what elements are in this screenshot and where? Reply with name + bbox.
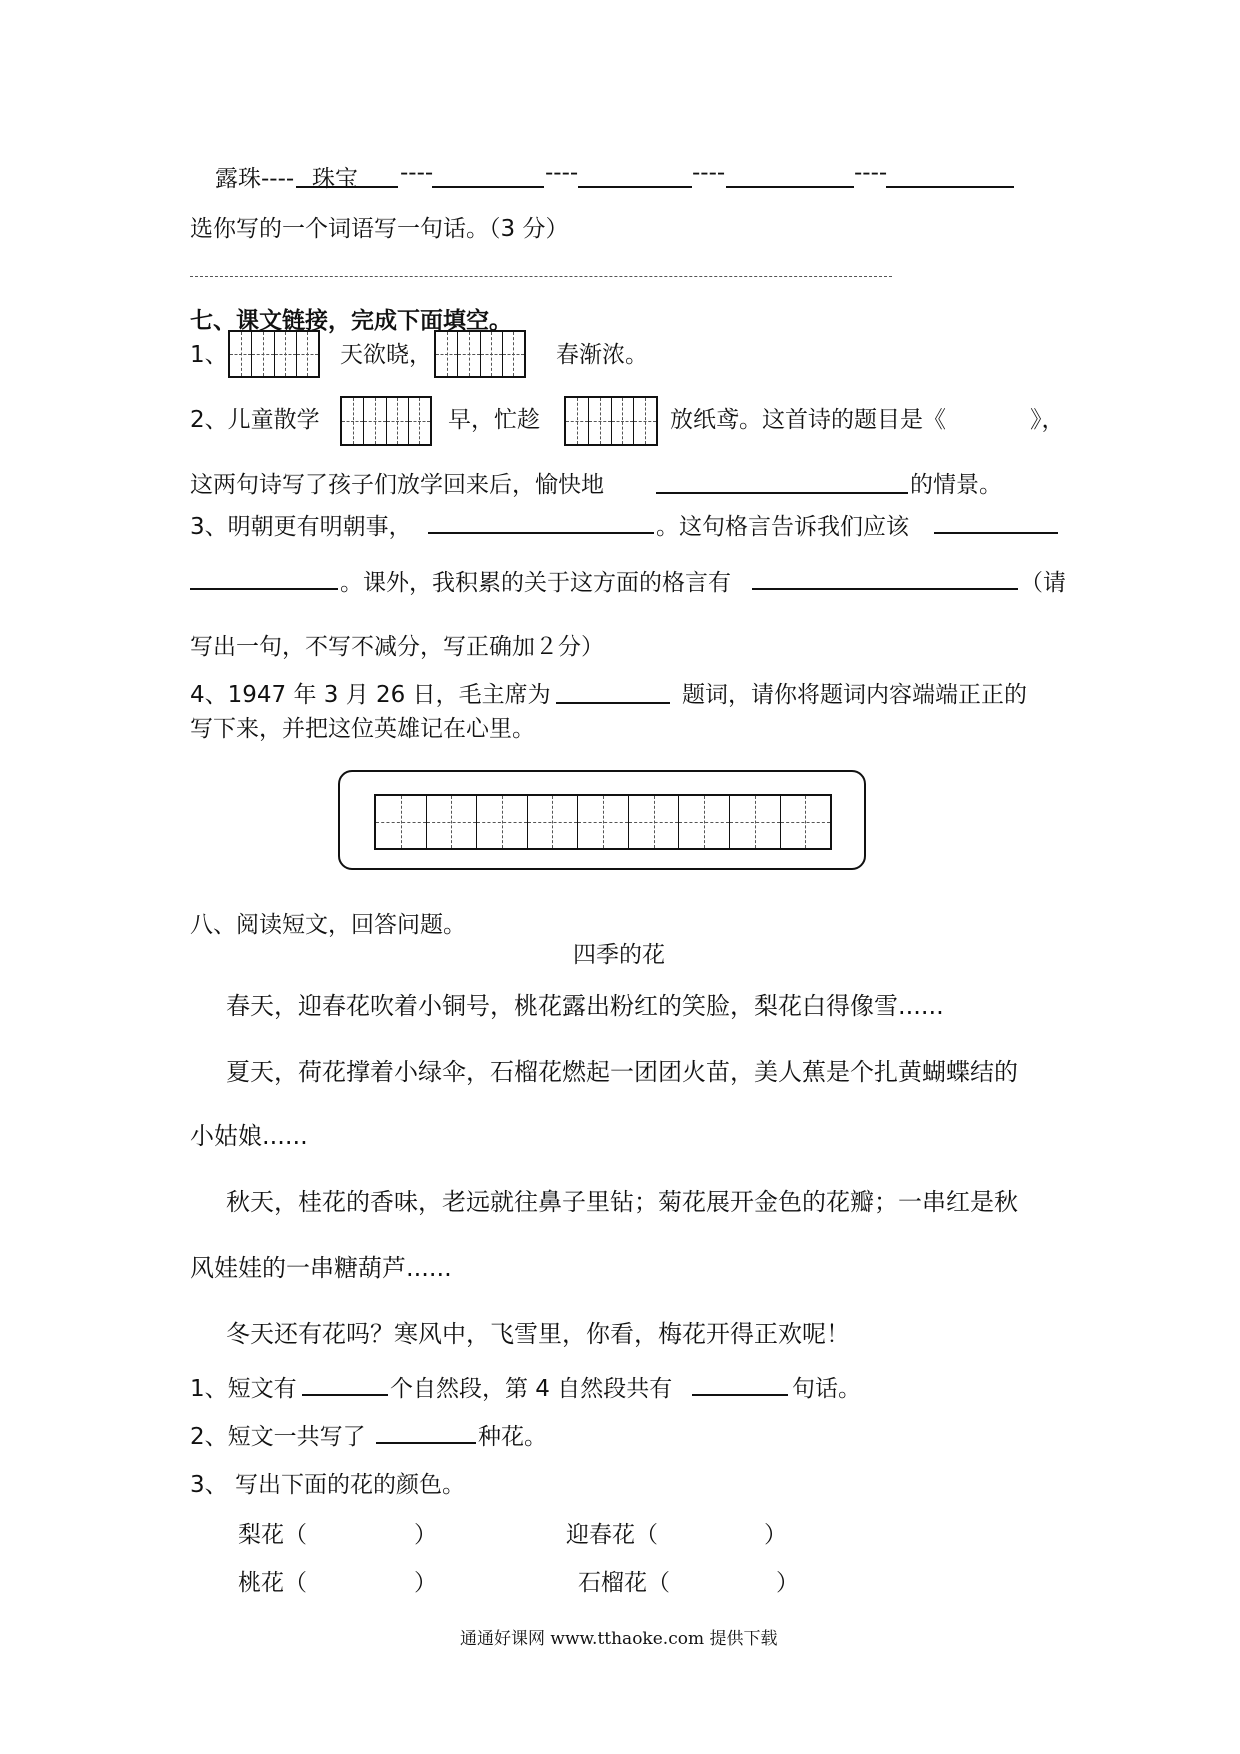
q7-2-end: 放纸鸢。这首诗的题目是《	[670, 407, 946, 433]
q7-3-line2-end: （请	[1020, 570, 1066, 596]
footer-credit: 通通好课网 www.tthaoke.com 提供下载	[460, 1629, 778, 1649]
q7-1-number: 1、	[190, 342, 228, 368]
section-7-title: 七、课文链接，完成下面填空。	[190, 308, 512, 334]
pair-sep-1: ----	[400, 160, 434, 186]
q7-3-mid: 。这句格言告诉我们应该	[656, 514, 909, 540]
q7-3-blank-a[interactable]	[428, 532, 654, 534]
color-item-jasmine: 迎春花（	[566, 1522, 658, 1548]
passage-paragraph-3a: 秋天，桂花的香味，老远就往鼻子里钻；菊花展开金色的花瓣；一串红是秋	[226, 1188, 1018, 1216]
q7-2-start: 2、儿童散学	[190, 407, 320, 433]
q7-3-line2-mid: 。课外，我积累的关于这方面的格言有	[340, 570, 731, 596]
q8-3: 3、 写出下面的花的颜色。	[190, 1472, 465, 1498]
q7-2-line2-start: 这两句诗写了孩子们放学回来后，愉快地	[190, 472, 604, 498]
pair-example-line	[296, 186, 398, 188]
pair-blank-2[interactable]	[578, 186, 692, 188]
q7-3-blank-b[interactable]	[934, 532, 1058, 534]
passage-paragraph-4: 冬天还有花吗？寒风中，飞雪里，你看，梅花开得正欢呢！	[226, 1320, 850, 1348]
q8-2-end: 种花。	[478, 1424, 547, 1450]
color-item-pear-close: ）	[414, 1522, 437, 1548]
q8-1-mid: 个自然段，第 4 自然段共有	[390, 1376, 673, 1402]
passage-paragraph-2b: 小姑娘......	[190, 1122, 308, 1150]
q8-1-blank-b[interactable]	[692, 1394, 788, 1396]
q8-1-end: 句话。	[792, 1376, 861, 1402]
q7-3-blank-d[interactable]	[752, 588, 1018, 590]
sentence-answer-line[interactable]	[190, 276, 892, 277]
q7-2-grid-a[interactable]	[340, 396, 432, 446]
q7-2-line2-end: 的情景。	[910, 472, 1002, 498]
pair-blank-3[interactable]	[726, 186, 854, 188]
q7-2-mid: 早，忙趁	[448, 407, 540, 433]
q7-4-line2: 写下来，并把这位英雄记在心里。	[190, 716, 535, 742]
color-item-pear: 梨花（	[238, 1522, 307, 1548]
q7-1-grid-b[interactable]	[434, 330, 526, 378]
q7-2-grid-b[interactable]	[564, 396, 658, 446]
q7-1-mid: 天欲晓，	[340, 342, 432, 368]
pair-blank-4[interactable]	[886, 186, 1014, 188]
section-8-title: 八、阅读短文，回答问题。	[190, 912, 466, 938]
q7-3-blank-c[interactable]	[190, 588, 338, 590]
q8-2-blank[interactable]	[376, 1442, 476, 1444]
color-item-pomegranate-close: ）	[776, 1570, 799, 1596]
pair-sep-4: ----	[854, 160, 888, 186]
color-item-peach: 桃花（	[238, 1570, 307, 1596]
color-item-pomegranate: 石榴花（	[578, 1570, 670, 1596]
color-item-peach-close: ）	[414, 1570, 437, 1596]
color-item-jasmine-close: ）	[764, 1522, 787, 1548]
q7-4-blank[interactable]	[556, 702, 670, 704]
q7-2-close: 》，	[1030, 407, 1065, 433]
passage-title: 四季的花	[573, 942, 665, 968]
pair-start: 露珠----	[215, 166, 295, 192]
q8-2-start: 2、短文一共写了	[190, 1424, 366, 1450]
q8-1-start: 1、短文有	[190, 1376, 297, 1402]
pair-example: 珠宝	[312, 166, 358, 192]
inscription-grid[interactable]	[374, 794, 832, 850]
pair-blank-1[interactable]	[432, 186, 544, 188]
pair-sep-3: ----	[692, 160, 726, 186]
q7-3-line3: 写出一句，不写不减分，写正确加２分）	[190, 634, 604, 660]
q7-4-start: 4、1947 年 3 月 26 日，毛主席为	[190, 682, 551, 708]
q7-3-start: 3、明朝更有明朝事，	[190, 514, 412, 540]
sentence-prompt: 选你写的一个词语写一句话。（3 分）	[190, 216, 569, 242]
q7-1-end: 春渐浓。	[556, 342, 648, 368]
q7-2-blank[interactable]	[656, 492, 908, 494]
q7-4-end: 题词，请你将题词内容端端正正的	[682, 682, 1027, 708]
q7-1-grid-a[interactable]	[228, 330, 320, 378]
q8-1-blank-a[interactable]	[302, 1394, 388, 1396]
passage-paragraph-1: 春天，迎春花吹着小铜号，桃花露出粉红的笑脸，梨花白得像雪......	[226, 992, 944, 1020]
pair-sep-2: ----	[545, 160, 579, 186]
passage-paragraph-2a: 夏天，荷花撑着小绿伞，石榴花燃起一团团火苗，美人蕉是个扎黄蝴蝶结的	[226, 1058, 1018, 1086]
passage-paragraph-3b: 风娃娃的一串糖葫芦......	[190, 1254, 452, 1282]
